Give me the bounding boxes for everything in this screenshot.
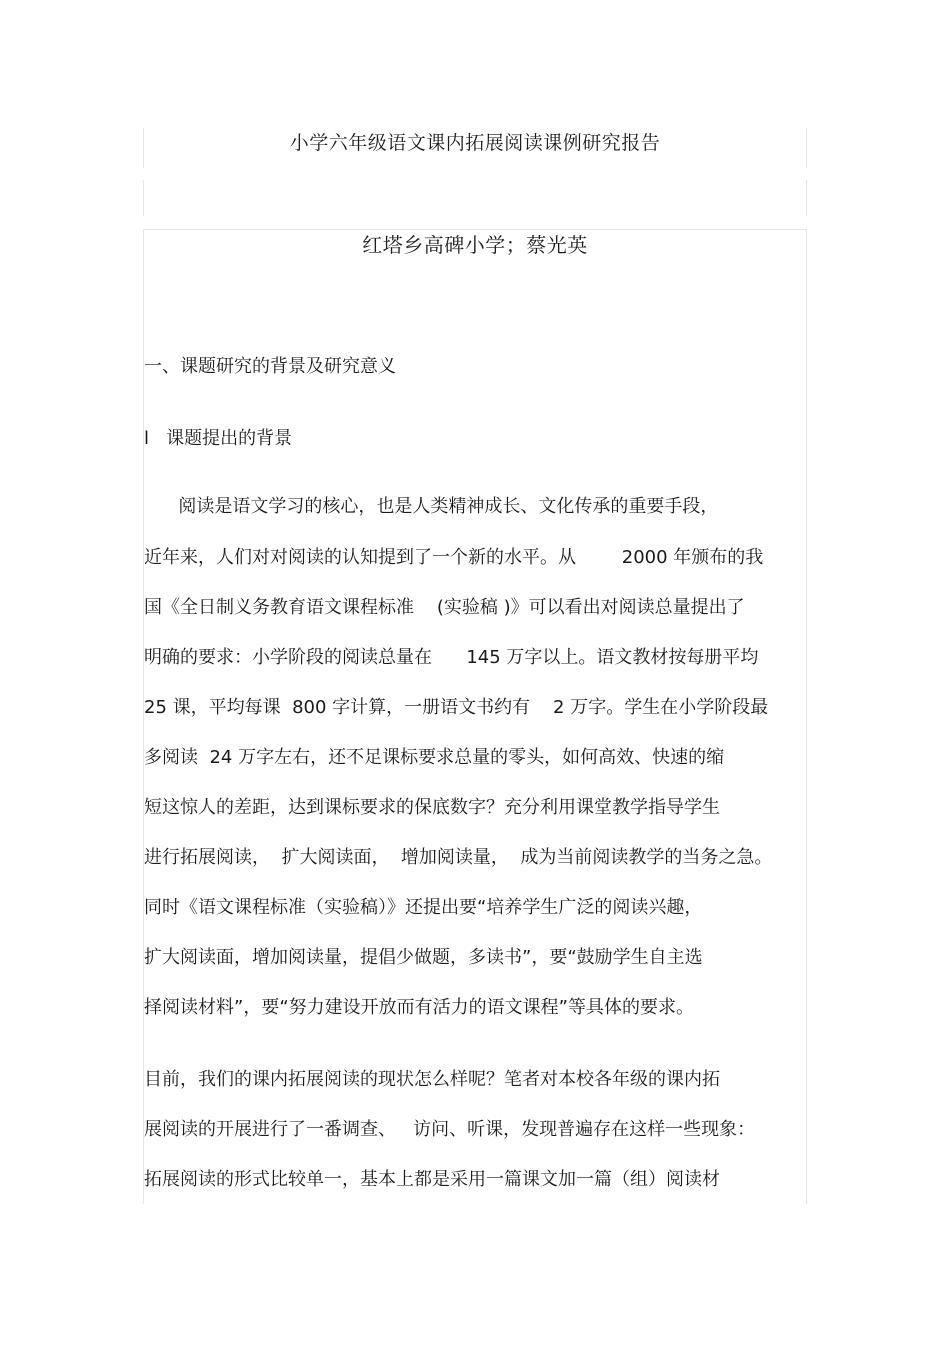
paragraph-line: 多阅读 24 万字左右，还不足课标要求总量的零头，如何高效、快速的缩	[144, 747, 725, 768]
frame-line-right-body	[806, 229, 807, 1204]
paragraph-line: 同时《语文课程标准（实验稿）》还提出要“培养学生广泛的阅读兴趣，	[144, 897, 703, 918]
paragraph-line: 展阅读的开展进行了一番调查、 访问、听课，发现普遍存在这样一些现象：	[144, 1119, 756, 1140]
paragraph-line: 国《全日制义务教育语文课程标准 (实验稿 )》可以看出对阅读总量提出了	[144, 597, 745, 618]
document-title: 小学六年级语文课内拓展阅读课例研究报告	[289, 132, 661, 154]
subsection-heading: l 课题提出的背景	[144, 428, 293, 449]
paragraph-line: 进行拓展阅读， 扩大阅读面， 增加阅读量， 成为当前阅读教学的当务之急。	[144, 847, 773, 868]
document-author: 红塔乡高碑小学；蔡光英	[362, 233, 588, 257]
frame-line-right-mid	[806, 180, 807, 216]
section-heading: 一、课题研究的背景及研究意义	[144, 356, 396, 377]
paragraph-line: 扩大阅读面，增加阅读量，提倡少做题，多读书”，要“鼓励学生自主选	[144, 947, 703, 968]
paragraph-line: 短这惊人的差距，达到课标要求的保底数字？充分利用课堂教学指导学生	[144, 797, 720, 818]
paragraph-line: 目前，我们的课内拓展阅读的现状怎么样呢？笔者对本校各年级的课内拓	[144, 1069, 720, 1090]
paragraph-line: 明确的要求：小学阶段的阅读总量在 145 万字以上。语文教材按每册平均	[144, 647, 759, 668]
paragraph-line: 拓展阅读的形式比较单一，基本上都是采用一篇课文加一篇（组）阅读材	[144, 1169, 720, 1190]
paragraph-line: 近年来，人们对对阅读的认知提到了一个新的水平。从 2000 年颁布的我	[144, 547, 764, 568]
frame-line-left-mid	[143, 180, 144, 216]
paragraph-line: 25 课，平均每课 800 字计算，一册语文书约有 2 万字。学生在小学阶段最	[144, 697, 769, 718]
paragraph-line: 择阅读材料”，要“努力建设开放而有活力的语文课程”等具体的要求。	[144, 997, 694, 1018]
paragraph-line: 阅读是语文学习的核心，也是人类精神成长、文化传承的重要手段，	[144, 496, 719, 517]
